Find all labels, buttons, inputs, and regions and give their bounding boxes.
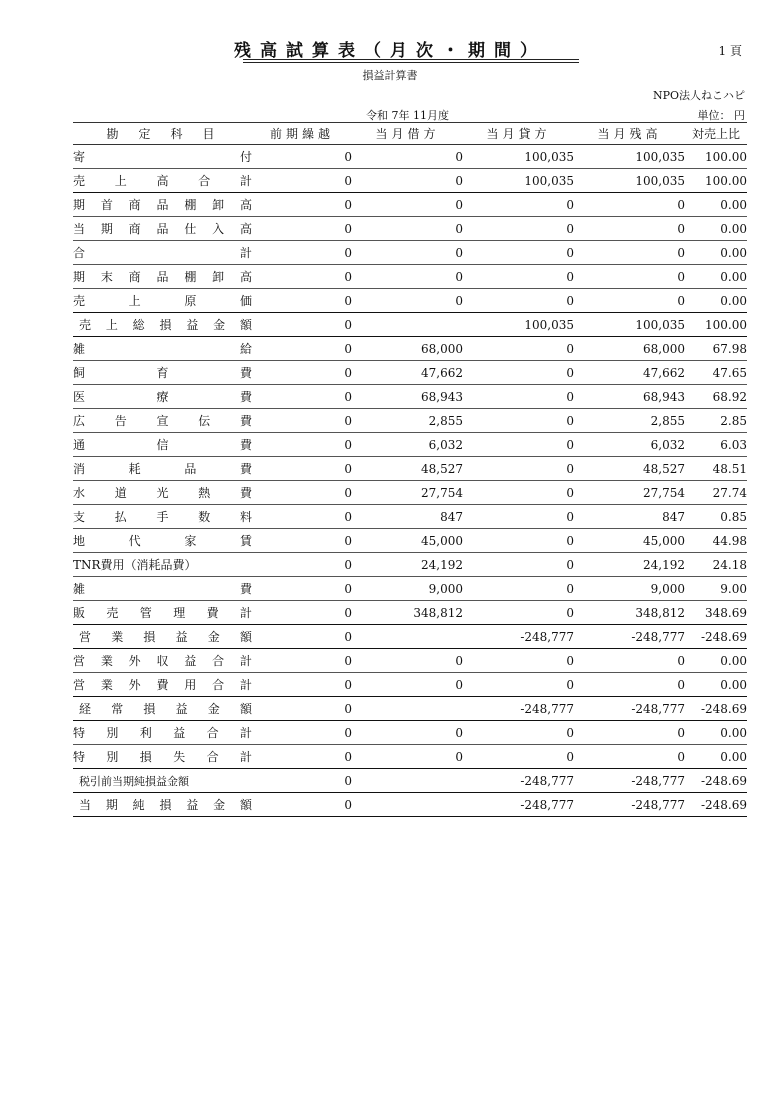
balance-cell: 9,000 [650, 581, 685, 596]
account-name-cell: 飼育費 [73, 366, 252, 380]
debit-cell [352, 313, 463, 337]
credit-cell: 0 [566, 245, 574, 260]
balance-cell: 0 [677, 725, 685, 740]
credit-cell: 100,035 [524, 173, 574, 188]
debit-cell: 68,000 [421, 341, 463, 356]
debit-cell: 348,812 [413, 605, 463, 620]
balance-cell: -248,777 [631, 629, 685, 644]
debit-cell: 0 [455, 221, 463, 236]
ratio-cell: 47.65 [712, 365, 747, 380]
title-underline-second [243, 62, 579, 63]
table-header-row [73, 123, 747, 145]
balance-cell: 100,035 [635, 173, 685, 188]
ratio-cell: 0.85 [720, 509, 747, 524]
credit-cell: 0 [566, 581, 574, 596]
account-name-cell: 当期純損益金額 [79, 798, 252, 812]
table-row [73, 769, 747, 793]
ratio-cell: 27.74 [712, 485, 747, 500]
prev-balance-cell: 0 [344, 605, 352, 620]
credit-cell: 0 [566, 197, 574, 212]
ratio-cell: 67.98 [712, 341, 747, 356]
credit-cell: 0 [566, 389, 574, 404]
table-row [73, 625, 747, 649]
debit-cell: 0 [455, 149, 463, 164]
credit-cell: 0 [566, 677, 574, 692]
report-period: 令和 7年 11月度 [366, 109, 449, 122]
table-row [73, 745, 747, 769]
account-name-cell: 医療費 [73, 390, 252, 404]
table-row [73, 313, 747, 337]
organization-name: NPO法人ねこハピ [652, 89, 745, 102]
table-row [73, 337, 747, 361]
credit-cell: 0 [566, 533, 574, 548]
account-name-cell: 経常損益金額 [79, 702, 252, 716]
debit-cell: 0 [455, 173, 463, 188]
credit-cell: 0 [566, 509, 574, 524]
credit-cell: 0 [566, 461, 574, 476]
credit-cell: -248,777 [520, 629, 574, 644]
account-name-cell: 水道光熱費 [73, 486, 252, 500]
ratio-cell: -248.69 [700, 701, 747, 716]
credit-cell: 0 [566, 725, 574, 740]
table-row [73, 457, 747, 481]
prev-balance-cell: 0 [344, 581, 352, 596]
balance-cell: 0 [677, 749, 685, 764]
table-row [73, 145, 747, 169]
credit-cell: 100,035 [524, 149, 574, 164]
debit-cell [352, 697, 463, 721]
account-name-cell: 消耗品費 [73, 462, 252, 476]
account-name-cell: 特別利益合計 [73, 726, 252, 740]
table-row [73, 553, 747, 577]
debit-cell: 0 [455, 725, 463, 740]
credit-cell: 0 [566, 293, 574, 308]
credit-cell: 0 [566, 341, 574, 356]
table-row [73, 649, 747, 673]
account-name-cell: 特別損失合計 [73, 750, 252, 764]
account-name-cell: 当期商品仕入高 [73, 222, 252, 236]
account-name-cell: 寄付 [73, 150, 252, 164]
debit-cell: 0 [455, 653, 463, 668]
table-row [73, 409, 747, 433]
credit-cell: 0 [566, 557, 574, 572]
prev-balance-cell: 0 [344, 797, 352, 812]
balance-cell: -248,777 [631, 701, 685, 716]
table-row [73, 673, 747, 697]
prev-balance-cell: 0 [344, 197, 352, 212]
report-title: 残高試算表（月次・期間） [234, 41, 546, 61]
table-row [73, 169, 747, 193]
table-row [73, 193, 747, 217]
currency-unit: 単位： 円 [697, 109, 745, 122]
account-name-cell: 通信費 [73, 438, 252, 452]
table-row [73, 577, 747, 601]
table-row [73, 265, 747, 289]
profit-loss-table [73, 122, 747, 817]
prev-balance-cell: 0 [344, 725, 352, 740]
table-row [73, 289, 747, 313]
ratio-cell: 0.00 [720, 653, 747, 668]
credit-cell: 0 [566, 437, 574, 452]
balance-cell: 0 [677, 677, 685, 692]
balance-cell: 47,662 [643, 365, 685, 380]
ratio-cell: -248.69 [700, 797, 747, 812]
ratio-cell: 0.00 [720, 293, 747, 308]
ratio-cell: 0.00 [720, 725, 747, 740]
credit-cell: -248,777 [520, 701, 574, 716]
account-name-cell: 営業外収益合計 [73, 654, 252, 668]
column-header-debit: 当月借方 [375, 127, 440, 141]
ratio-cell: 24.18 [712, 557, 747, 572]
prev-balance-cell: 0 [344, 221, 352, 236]
table-row [73, 697, 747, 721]
debit-cell [352, 793, 463, 817]
prev-balance-cell: 0 [344, 245, 352, 260]
credit-cell: 0 [566, 413, 574, 428]
debit-cell: 48,527 [421, 461, 463, 476]
credit-cell: 0 [566, 221, 574, 236]
prev-balance-cell: 0 [344, 173, 352, 188]
balance-cell: 68,943 [643, 389, 685, 404]
account-name-cell: 地代家賃 [73, 534, 252, 548]
prev-balance-cell: 0 [344, 269, 352, 284]
ratio-cell: 0.00 [720, 749, 747, 764]
account-name-cell: 売上高合計 [73, 174, 252, 188]
debit-cell: 0 [455, 749, 463, 764]
debit-cell: 24,192 [421, 557, 463, 572]
debit-cell: 0 [455, 293, 463, 308]
page-number: 1 頁 [718, 44, 742, 58]
ratio-cell: 0.00 [720, 269, 747, 284]
balance-cell: 24,192 [643, 557, 685, 572]
account-name-cell: 税引前当期純損益金額 [79, 774, 189, 788]
prev-balance-cell: 0 [344, 677, 352, 692]
account-name-cell: 支払手数料 [73, 510, 252, 524]
table-row [73, 481, 747, 505]
balance-cell: 0 [677, 197, 685, 212]
credit-cell: 0 [566, 365, 574, 380]
debit-cell: 47,662 [421, 365, 463, 380]
credit-cell: 0 [566, 269, 574, 284]
account-name-cell: 売上総損益金額 [79, 318, 252, 332]
debit-cell: 6,032 [428, 437, 463, 452]
prev-balance-cell: 0 [344, 773, 352, 788]
table-row [73, 241, 747, 265]
prev-balance-cell: 0 [344, 293, 352, 308]
balance-cell: 0 [677, 245, 685, 260]
balance-cell: 100,035 [635, 317, 685, 332]
credit-cell: 0 [566, 605, 574, 620]
balance-cell: 68,000 [643, 341, 685, 356]
title-underline [243, 59, 579, 60]
balance-cell: 100,035 [635, 149, 685, 164]
debit-cell: 0 [455, 245, 463, 260]
account-name-cell: 営業外費用合計 [73, 678, 252, 692]
column-header-balance: 当月残高 [597, 127, 662, 141]
ratio-cell: 0.00 [720, 221, 747, 236]
account-name-cell: 営業損益金額 [79, 630, 252, 644]
debit-cell: 0 [455, 677, 463, 692]
balance-cell: 6,032 [650, 437, 685, 452]
ratio-cell: 9.00 [720, 581, 747, 596]
account-name-cell: 期末商品棚卸高 [73, 270, 252, 284]
prev-balance-cell: 0 [344, 389, 352, 404]
prev-balance-cell: 0 [344, 437, 352, 452]
table-row [73, 721, 747, 745]
debit-cell: 847 [440, 509, 463, 524]
report-subtitle: 損益計算書 [362, 69, 418, 82]
balance-cell: -248,777 [631, 797, 685, 812]
ratio-cell: 44.98 [712, 533, 747, 548]
account-name-cell: 販売管理費計 [73, 606, 252, 620]
column-header-sales-ratio: 対売上比 [691, 127, 740, 141]
account-name-cell: 雑費 [73, 582, 252, 596]
account-name-cell: 広告宣伝費 [73, 414, 252, 428]
credit-cell: 0 [566, 749, 574, 764]
debit-cell: 45,000 [421, 533, 463, 548]
debit-cell [352, 769, 463, 793]
ratio-cell: 2.85 [720, 413, 747, 428]
balance-cell: 48,527 [643, 461, 685, 476]
prev-balance-cell: 0 [344, 149, 352, 164]
table-row [73, 217, 747, 241]
credit-cell: -248,777 [520, 773, 574, 788]
balance-cell: 0 [677, 221, 685, 236]
table-row [73, 385, 747, 409]
prev-balance-cell: 0 [344, 413, 352, 428]
balance-cell: 847 [662, 509, 685, 524]
ratio-cell: 48.51 [712, 461, 747, 476]
ratio-cell: 0.00 [720, 197, 747, 212]
ratio-cell: -248.69 [700, 773, 747, 788]
ratio-cell: 6.03 [720, 437, 747, 452]
prev-balance-cell: 0 [344, 485, 352, 500]
debit-cell: 68,943 [421, 389, 463, 404]
prev-balance-cell: 0 [344, 629, 352, 644]
balance-cell: 0 [677, 293, 685, 308]
credit-cell: 0 [566, 653, 574, 668]
ratio-cell: 100.00 [705, 317, 747, 332]
balance-cell: 27,754 [643, 485, 685, 500]
prev-balance-cell: 0 [344, 365, 352, 380]
ratio-cell: 348.69 [705, 605, 747, 620]
account-name-cell: 合計 [73, 246, 252, 260]
balance-cell: 0 [677, 269, 685, 284]
debit-cell: 27,754 [421, 485, 463, 500]
account-name-cell: TNR費用（消耗品費） [73, 558, 197, 572]
balance-cell: 348,812 [635, 605, 685, 620]
prev-balance-cell: 0 [344, 701, 352, 716]
debit-cell: 0 [455, 269, 463, 284]
table-row [73, 601, 747, 625]
account-name-cell: 売上原価 [73, 294, 252, 308]
table-row [73, 361, 747, 385]
debit-cell: 9,000 [428, 581, 463, 596]
table-row [73, 433, 747, 457]
prev-balance-cell: 0 [344, 653, 352, 668]
table-row [73, 793, 747, 817]
account-name-cell: 期首商品棚卸高 [73, 198, 252, 212]
balance-cell: 2,855 [650, 413, 685, 428]
prev-balance-cell: 0 [344, 341, 352, 356]
balance-cell: 45,000 [643, 533, 685, 548]
prev-balance-cell: 0 [344, 557, 352, 572]
prev-balance-cell: 0 [344, 317, 352, 332]
prev-balance-cell: 0 [344, 749, 352, 764]
ratio-cell: 100.00 [705, 173, 747, 188]
account-name-cell: 雑給 [73, 342, 252, 356]
ratio-cell: -248.69 [700, 629, 747, 644]
column-header-account: 勘 定 科 目 [106, 127, 219, 141]
prev-balance-cell: 0 [344, 533, 352, 548]
balance-cell: 0 [677, 653, 685, 668]
credit-cell: 0 [566, 485, 574, 500]
balance-cell: -248,777 [631, 773, 685, 788]
prev-balance-cell: 0 [344, 509, 352, 524]
ratio-cell: 68.92 [712, 389, 747, 404]
ratio-cell: 100.00 [705, 149, 747, 164]
table-row [73, 529, 747, 553]
column-header-credit: 当月貸方 [486, 127, 551, 141]
column-header-prev-balance: 前期繰越 [269, 127, 334, 141]
credit-cell: -248,777 [520, 797, 574, 812]
debit-cell: 2,855 [428, 413, 463, 428]
credit-cell: 100,035 [524, 317, 574, 332]
ratio-cell: 0.00 [720, 677, 747, 692]
debit-cell [352, 625, 463, 649]
prev-balance-cell: 0 [344, 461, 352, 476]
table-row [73, 505, 747, 529]
ratio-cell: 0.00 [720, 245, 747, 260]
debit-cell: 0 [455, 197, 463, 212]
